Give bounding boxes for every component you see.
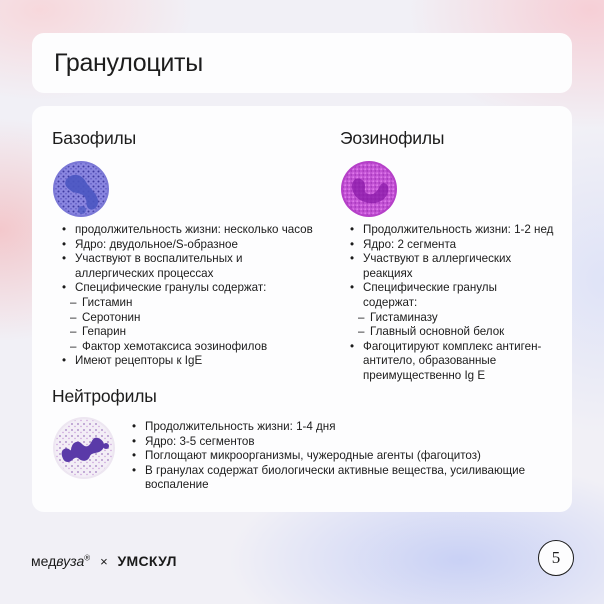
list-item: – Гистамин [62, 296, 344, 311]
list-item: – Гистаминазу [350, 311, 564, 326]
list-item: • Имеют рецепторы к IgE [62, 354, 344, 369]
list-item: • Ядро: 2 сегмента [350, 238, 564, 253]
list-item: • Продолжительность жизни: 1-4 дня [132, 420, 552, 435]
neutrophils-heading: Нейтрофилы [52, 386, 157, 406]
brand-registered-mark: ® [84, 553, 91, 563]
neutrophils-list [132, 420, 552, 493]
list-item: • В гранулах содержат биологически активные вещества, усиливающие воспаление [132, 464, 552, 493]
brand-medvuza-b: вуза [56, 553, 85, 569]
title-card [32, 33, 572, 93]
basophils-list [62, 223, 344, 369]
brand-umskul: УМСКУЛ [117, 553, 177, 569]
list-item: • Специфические гранулы содержат: [62, 281, 344, 296]
list-item: – Фактор хемотаксиса эозинофилов [62, 340, 344, 355]
list-item: – Главный основной белок [350, 325, 564, 340]
page-number: 5 [551, 548, 561, 567]
list-item: • Участвуют в аллергических реакциях [350, 252, 543, 281]
neutrophil-cell-illustration [52, 416, 116, 485]
list-item: • продолжительность жизни: несколько часов [62, 223, 344, 238]
list-item: – Гепарин [62, 325, 344, 340]
list-item: • Фагоцитируют комплекс антиген-антитело, образованные преимущественно Ig E [350, 340, 571, 384]
list-item: • Ядро: двудольное/S-образное [62, 238, 344, 253]
brand-logos [31, 553, 177, 569]
list-item: • Поглощают микроорганизмы, чужеродные агенты (фагоцитоз) [132, 449, 552, 464]
brand-separator: × [100, 554, 108, 569]
list-item: • Продолжительность жизни: 1-2 нед [350, 223, 564, 238]
basophils-heading: Базофилы [52, 128, 136, 148]
basophil-cell-illustration [52, 160, 110, 223]
brand-medvuza-a: мед [31, 553, 57, 569]
list-item: – Серотонин [62, 311, 344, 326]
list-item: • Участвуют в воспалительных и аллергических процессах [62, 252, 265, 281]
page-number-badge [538, 540, 574, 576]
list-item: • Специфические гранулы содержат: [350, 281, 533, 310]
page-title: Гранулоциты [54, 49, 203, 77]
eosinophils-heading: Эозинофилы [340, 128, 445, 148]
eosinophils-list [350, 223, 564, 384]
content-card [32, 106, 572, 512]
list-item: • Ядро: 3-5 сегментов [132, 435, 552, 450]
eosinophil-cell-illustration [340, 160, 398, 223]
